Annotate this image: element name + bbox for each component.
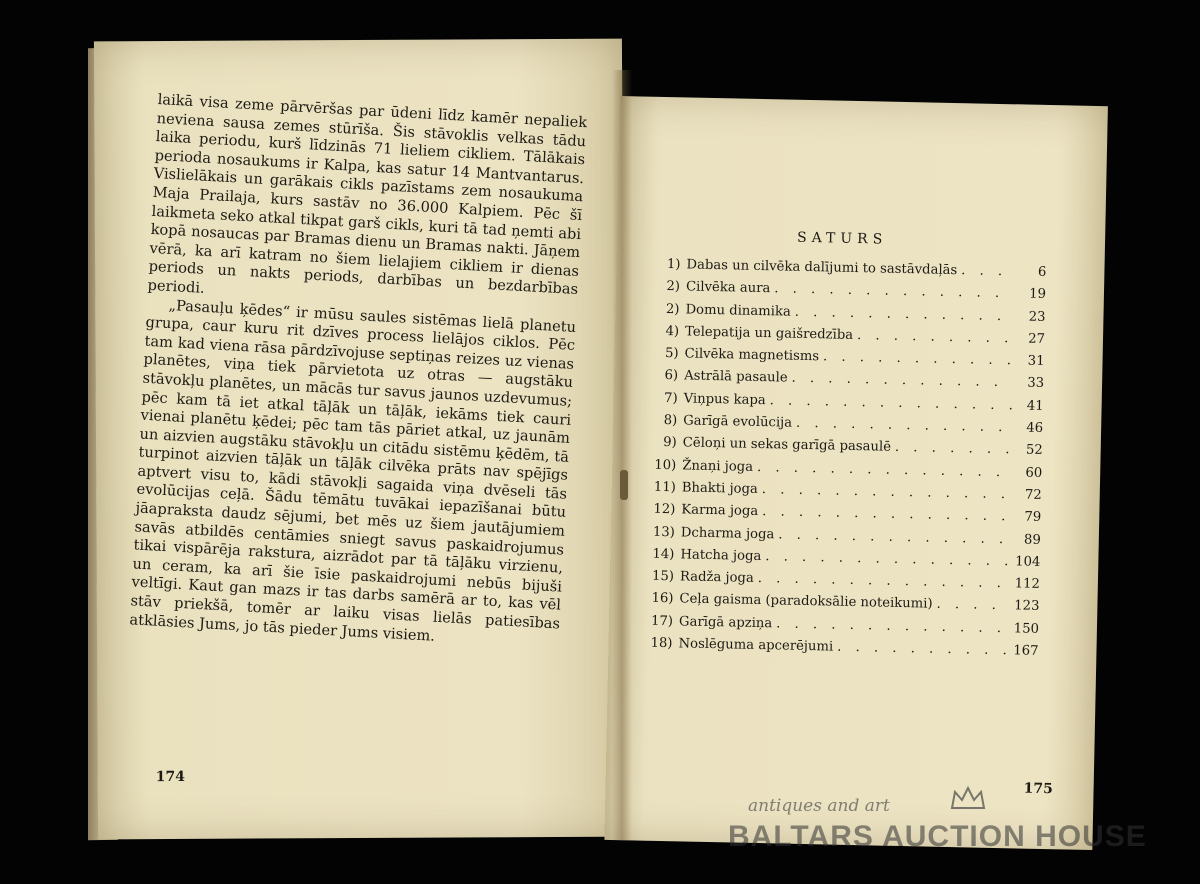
toc-entry-number: 1) xyxy=(666,257,681,273)
toc-entry-title: Telepatija un gaišredzība xyxy=(684,324,854,343)
toc-entry-title: Cēloņi un sekas garīgā pasaulē xyxy=(682,435,892,456)
toc-leader-dots xyxy=(961,263,1014,279)
toc-heading: SATURS xyxy=(796,229,888,248)
toc-entry-page: 6 xyxy=(1037,264,1047,280)
toc-entry-number: 4) xyxy=(665,323,680,340)
toc-leader-dots xyxy=(791,371,1012,391)
toc-entry-page: 33 xyxy=(1027,376,1045,392)
toc-entry-number: 13) xyxy=(652,524,676,540)
toc-entry-page: 46 xyxy=(1026,420,1044,437)
toc-entry-page: 60 xyxy=(1025,465,1043,481)
toc-entry-title: Garīgā evolūcija xyxy=(683,413,793,431)
toc-entry-page: 31 xyxy=(1027,353,1045,370)
toc-entry-number: 6) xyxy=(664,368,679,384)
paragraph-1: laikā visa zeme pārvēršas par ūdeni līdz kamēr nepaliek neviena sausa zemes stūrīša. Šis stāvoklis velkas tādu laika periodu, kurš līdzinās 71 lieliem cikliem. Tālākais perioda nosaukums ir Kalpa, kas satur 14 Mantvantarus. Vislielākais un garākais cikls pazīstams zem nosaukuma Maja Prailaja, kurs sastāv no 36.000 Kalpiem. Pēc šī laikmeta seko atkal tikpat garš cikls, kuri tā tad ņemti abi kopā nosaucas par Bramas dienu un Bramas nakti. Jāņem vērā, ka arī katram no šiem lielajiem cikliem ir dienas periods un nakts periods, darbības un bezdarbības periodi. xyxy=(147,91,588,299)
toc-entry-page: 72 xyxy=(1024,487,1042,503)
toc-entry-title: Bhakti joga xyxy=(681,480,759,497)
toc-entry-title: Astrālā pasaule xyxy=(683,368,788,387)
toc-entry-page: 112 xyxy=(1014,576,1041,593)
toc-entry-title: Karma joga xyxy=(681,502,759,520)
toc-entry-number: 10) xyxy=(654,457,677,473)
toc-entry-number: 8) xyxy=(663,413,678,429)
toc-entry-title: Hatcha joga xyxy=(680,547,762,564)
table-of-contents xyxy=(636,257,1046,667)
toc-leader-dots xyxy=(795,304,1014,324)
toc-entry-page: 19 xyxy=(1028,286,1047,303)
toc-entry-title: Cilvēka aura xyxy=(685,279,771,297)
toc-entry-page: 150 xyxy=(1013,621,1040,637)
toc-entry-title: Cilvēka magnetisms xyxy=(684,346,820,365)
toc-entry-title: Domu dinamika xyxy=(685,302,791,320)
toc-entry-title: Ceļa gaisma (paradoksālie noteikumi) xyxy=(679,591,933,613)
toc-entry-page: 89 xyxy=(1023,532,1041,548)
left-page-number: 174 xyxy=(155,768,186,786)
toc-leader-dots xyxy=(857,328,1013,346)
toc-entry-number: 12) xyxy=(653,502,676,518)
toc-entry-title: Radža joga xyxy=(679,569,754,587)
right-page-number: 175 xyxy=(1023,780,1053,798)
toc-entry-title: Dabas un cilvēka dalījumi to sastāvdaļās xyxy=(686,257,958,279)
watermark-tagline: antiques and art xyxy=(748,796,890,816)
toc-entry-title: Viņpus kapa xyxy=(683,391,766,408)
toc-entry-number: 14) xyxy=(652,546,675,563)
toc-entry-number: 15) xyxy=(651,568,675,585)
left-page-text xyxy=(129,91,588,653)
toc-leader-dots xyxy=(823,349,1013,368)
toc-entry-number: 18) xyxy=(650,635,673,652)
toc-entry-number: 11) xyxy=(653,479,676,496)
toc-entry-number: 2) xyxy=(666,279,681,295)
toc-entry-page: 123 xyxy=(1014,598,1040,615)
toc-entry-page: 27 xyxy=(1028,331,1046,347)
toc-entry-number: 17) xyxy=(650,613,674,629)
right-page xyxy=(604,96,1107,850)
toc-entry-page: 23 xyxy=(1028,309,1046,325)
toc-entry-number: 9) xyxy=(663,435,677,451)
toc-entry-page: 52 xyxy=(1025,442,1043,459)
toc-leader-dots xyxy=(796,416,1011,436)
toc-leader-dots xyxy=(936,597,1007,613)
toc-entry-page: 79 xyxy=(1024,509,1042,526)
left-page xyxy=(94,39,626,840)
toc-entry-page: 104 xyxy=(1015,554,1041,570)
binding-thread xyxy=(620,470,628,500)
book-gutter xyxy=(612,70,632,840)
paragraph-2: „Pasauļu ķēdes“ ir mūsu saules sistēmas lielā planetu grupa, caur kuru rit dzīves process lielājos ciklos. Pēc tam kad viena rāsa pārdzīvojuse septiņas reizes uz vienas planētes, viņa tiek pārvietota uz otras — augstāku stāvokļu planētes, un mācās tur savus jaunos uzdevumus; pēc kam tā iet atkal tāļāk un tāļāk, iekāms tiek cauri vienai planētu ķēdei; pēc tam tās pāriet atkal, uz jaunām un aizvien augstāku stāvokļu un citādu sistēmu ķēdēm, tā turpinot aizvien tāļāk un tāļāk cilvēka prāts nav spējīgs aptvert visu to, kādi stāvokļi sagaida viņa dvēseli tās evolūcijas ceļā. Šādu tēmātu tuvākai iepazīšanai būtu jāapraksta daudz sējumi, bet mēs uz šiem jautājumiem savās atbildēs centāmies sniegt savus paskaidrojumus tikai vispārēja rakstura, aizrādot par tā tāļāku virzienu, un ceram, ka arī šie īsie paskaidrojumi nebūs bijuši veltīgi. Kaut gan mazs ir tas darbs samērā ar to, kas vēl stāv priekšā, tomēr ar laiku visas lielās patiesības atklāsies Jums, jo tās pieder Jums visiem. xyxy=(129,296,577,645)
toc-entry-page: 167 xyxy=(1013,643,1039,659)
toc-entry-title: Noslēguma apcerējumi xyxy=(678,636,834,655)
toc-entry-number: 5) xyxy=(664,346,679,362)
toc-entry-title: Garīgā apziņa xyxy=(678,614,773,632)
toc-leader-dots xyxy=(837,640,1007,659)
crown-icon xyxy=(950,786,986,812)
toc-entry-title: Žnaņi joga xyxy=(682,458,754,475)
toc-entry-page: 41 xyxy=(1026,398,1044,414)
toc-entry-number: 7) xyxy=(663,390,678,407)
toc-entry-number: 16) xyxy=(651,591,674,607)
toc-entry-number: 2) xyxy=(665,301,680,317)
watermark-brand: BALTARS AUCTION HOUSE xyxy=(728,820,1147,853)
toc-leader-dots xyxy=(895,440,1011,457)
toc-entry-title: Dcharma joga xyxy=(680,524,775,542)
